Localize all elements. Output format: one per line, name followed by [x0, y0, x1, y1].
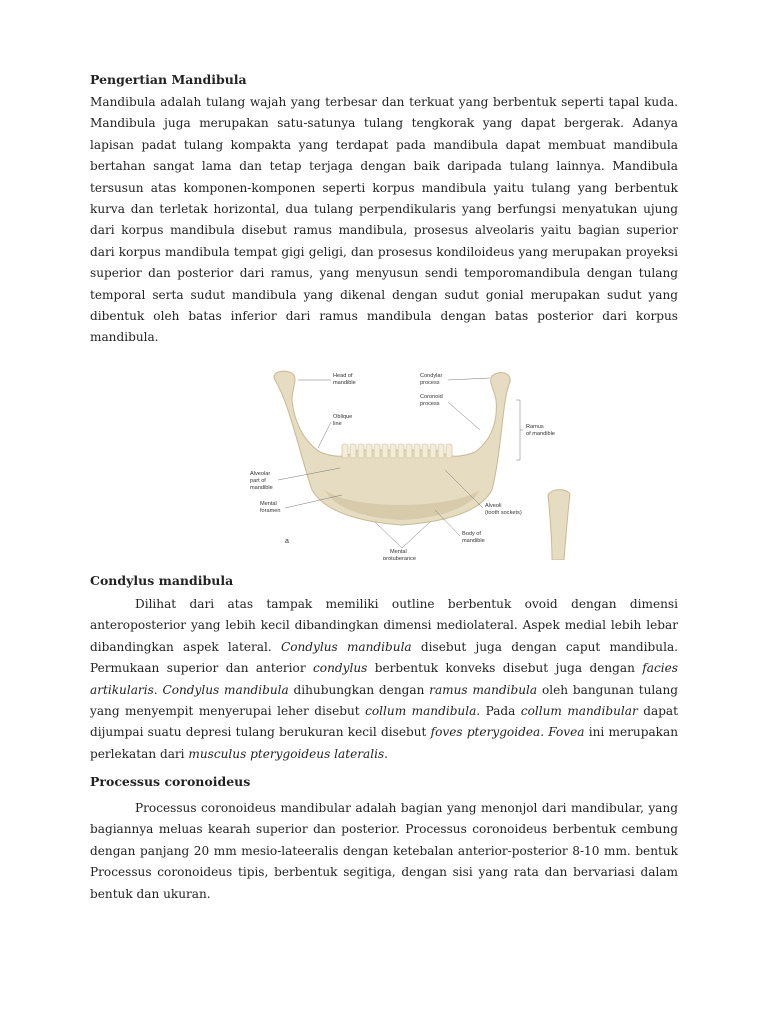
- tooth: [366, 444, 372, 458]
- tooth: [358, 444, 364, 458]
- tooth: [398, 444, 404, 458]
- tooth: [390, 444, 396, 458]
- svg-text:Alveoli: Alveoli: [485, 503, 502, 509]
- italic-term: Condylus mandibula: [162, 682, 289, 697]
- tooth: [406, 444, 412, 458]
- svg-text:Ramus: Ramus: [526, 424, 544, 430]
- label-coronoid-process: [420, 394, 480, 430]
- tooth: [382, 444, 388, 458]
- italic-term: Condylus mandibula: [280, 639, 412, 654]
- svg-text:foramen: foramen: [260, 508, 281, 514]
- paragraph-mandibula: Mandibula adalah tulang wajah yang terbesar dan terkuat yang berbentuk seperti tapal kuda. Mandibula juga merupakan satu-satunya tulang tengkorak yang dapat bergerak. Adanya lapisan padat tulang kompakta yang terdapat pada mandibula dapat membuat mandibula bertahan sangat lama dan tetap terjaga dengan baik daripada tulang lainnya. Mandibula tersusun atas komponen-komponen seperti korpus mandibula yaitu tulang yang berbentuk kurva dan terletak horizontal, dua tulang perpendikularis yang berfungsi menyatukan ujung dari korpus mandibula disebut ramus mandibula, prosesus alveolaris yaitu bagian superior dari korpus mandibula tempat gigi geligi, dan prosesus kondiloideus yang merupakan proyeksi superior dan posterior dari ramus, yang menyusun sendi temporomandibula dengan tulang temporal serta sudut mandibula yang dikenal dengan sudut gonial merupakan sudut yang dibentuk oleh batas inferior dari ramus mandibula dengan batas posterior dari korpus mandibula.: [90, 95, 678, 345]
- svg-text:Alveolar: Alveolar: [250, 471, 271, 477]
- text-run: berbentuk konveks disebut juga dengan: [367, 661, 643, 676]
- tooth: [422, 444, 428, 458]
- italic-term: foves pterygoidea: [430, 725, 541, 740]
- italic-term: facies artikularis: [90, 661, 678, 697]
- text-run: .: [540, 725, 549, 740]
- svg-text:process: process: [420, 401, 440, 407]
- svg-text:(tooth sockets): (tooth sockets): [485, 510, 522, 516]
- mandible-illustration: [230, 360, 575, 560]
- section-heading-coronoideus: Processus coronoideus: [90, 774, 251, 789]
- section-heading-mandibula: Pengertian Mandibula: [90, 72, 247, 87]
- tooth: [374, 444, 380, 458]
- svg-text:mandible: mandible: [462, 538, 485, 544]
- svg-text:line: line: [333, 421, 342, 427]
- paragraph-condylus: [90, 594, 678, 765]
- text-run: dapat dijumpai suatu depresi tulang berukuran kecil disebut: [90, 704, 679, 740]
- tooth: [350, 444, 356, 458]
- tooth: [446, 444, 452, 458]
- svg-text:Body of: Body of: [462, 531, 481, 537]
- label-condylar-process: [420, 373, 490, 386]
- mandible-figure: [230, 360, 575, 560]
- svg-text:Condylar: Condylar: [420, 373, 443, 379]
- italic-term: musculus pterygoideus lateralis: [188, 746, 385, 761]
- panel-label: a: [285, 538, 289, 545]
- label-mental-protuberance: [375, 522, 430, 560]
- italic-term: condylus: [313, 661, 368, 676]
- svg-text:Head of: Head of: [333, 373, 353, 379]
- italic-term: collum mandibula: [365, 704, 477, 719]
- section-heading-condylus: Condylus mandibula: [90, 573, 234, 588]
- italic-term: ramus mandibula: [429, 682, 538, 697]
- svg-text:of mandible: of mandible: [526, 431, 555, 437]
- svg-text:Oblique: Oblique: [333, 414, 353, 420]
- text-run: .: [384, 746, 389, 761]
- svg-text:protuberance: protuberance: [383, 556, 416, 560]
- svg-text:Mental: Mental: [390, 549, 407, 555]
- tooth: [438, 444, 444, 458]
- svg-text:mandible: mandible: [333, 380, 356, 386]
- label-ramus-of-mandible: [516, 400, 555, 460]
- svg-text:mandible: mandible: [250, 485, 273, 491]
- text-run: dihubungkan dengan: [288, 682, 430, 697]
- italic-term: Fovea: [548, 725, 585, 740]
- label-head-of-mandible: [298, 373, 356, 386]
- text-run: oleh bangunan tulang yang menyempit menyerupai leher disebut: [90, 682, 678, 719]
- text-run: Dilihat dari atas tampak memiliki outline berbentuk ovoid dengan dimensi anteroposterior yang lebih kecil dibandingkan dimensi mediolateral. Aspek medial lebih lebar dibandingkan aspek lateral.: [90, 597, 678, 654]
- tooth: [414, 444, 420, 458]
- svg-text:process: process: [420, 380, 440, 386]
- text-run: ini merupakan perlekatan dari: [90, 725, 678, 761]
- tooth: [342, 444, 348, 458]
- partial-mandible-right: [548, 490, 570, 560]
- tooth: [430, 444, 436, 458]
- svg-text:Mental: Mental: [260, 501, 277, 507]
- italic-term: collum mandibular: [520, 704, 638, 719]
- svg-text:part of: part of: [250, 478, 266, 484]
- text-run: .: [153, 682, 163, 697]
- paragraph-coronoideus: Processus coronoideus mandibular adalah bagian yang menonjol dari mandibular, yang bagiannya meluas kearah superior dan posterior. Processus coronoideus berbentuk cembung dengan panjang 20 mm mesio-lateeralis dengan ketebalan anterior-posterior 8-10 mm. bentuk Processus coronoideus tipis, berbentuk segitiga, dengan sisi yang rata dan bervariasi dalam bentuk dan ukuran.: [90, 801, 678, 901]
- text-run: . Pada: [476, 704, 521, 719]
- svg-text:Coronoid: Coronoid: [420, 394, 443, 400]
- label-oblique-line: [318, 414, 352, 448]
- text-run: disebut juga dengan caput mandibula. Permukaan superior dan anterior: [90, 639, 678, 676]
